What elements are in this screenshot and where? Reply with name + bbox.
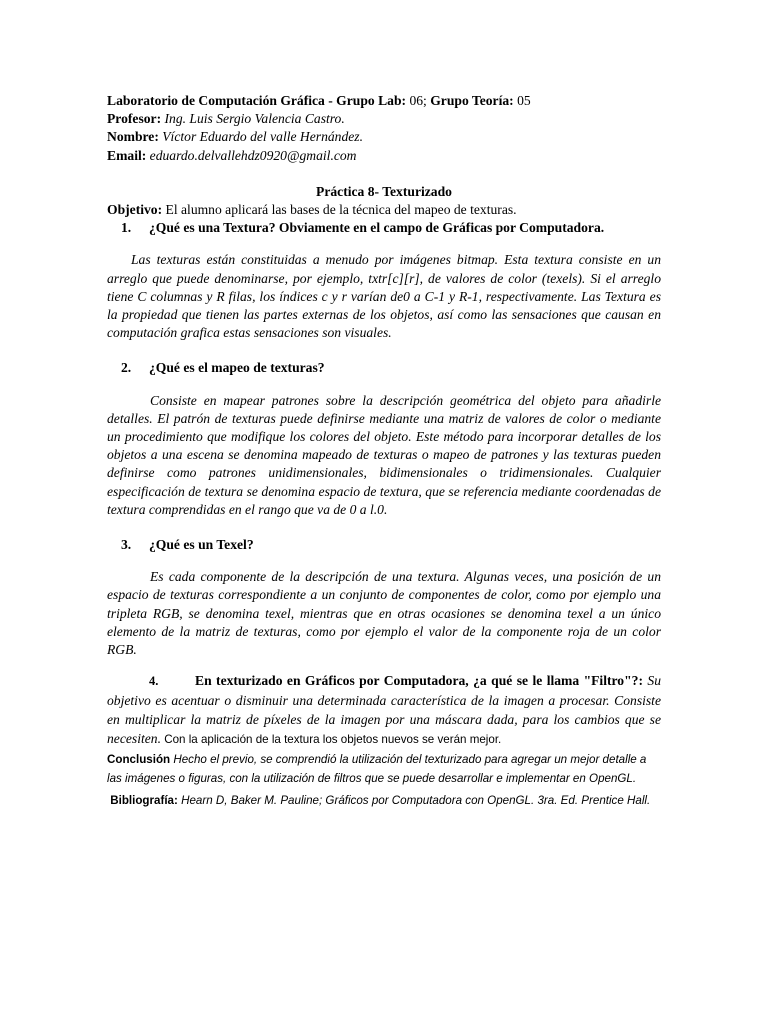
objective-label: Objetivo: [107,202,163,218]
question-2 [107,359,661,377]
header-name-line [107,128,661,146]
answer-3: Es cada componente de la descripción de una textura. Algunas veces, una posición de un espacio de texturas correspondiente a un conjunto de componentes de color, como por ejemplo una tripleta RGB, se denomina texel, mientras que en otras ocasiones se denomina texel a un único elemento de la matriz de texturas, como por ejemplo el valor de la componente roja de un color RGB. [107,569,661,658]
question-text: ¿Qué es un Texel? [149,537,254,553]
question-1 [107,219,661,237]
header-email-line [107,147,661,165]
lab-group-value: 06; [406,93,431,108]
question-text: ¿Qué es el mapeo de texturas? [149,360,325,376]
name-label: Nombre: [107,129,159,145]
question-number: 1. [121,220,132,236]
header-course-line [107,92,661,110]
email-value: eduardo.delvallehdz0920@gmail.com [146,147,357,163]
theory-group-label: Grupo Teoría: [430,93,514,108]
bibliography-label: Bibliografía: [110,793,178,807]
professor-value: Ing. Luis Sergio Valencia Castro. [161,111,345,127]
email-label: Email: [107,147,147,163]
conclusion [107,750,661,789]
course-label: Laboratorio de Computación Gráfica - Grupo Lab: [107,93,407,108]
name-value: Víctor Eduardo del valle Hernández. [158,129,363,145]
header-professor-line [107,110,661,128]
question-text: En texturizado en Gráficos por Computadora, ¿a qué se le llama "Filtro"?: [195,673,643,689]
conclusion-text: Hecho el previo, se comprendió la utilización del texturizado para agregar un mejor detalle a las imágenes o figuras, con la utilización de filtros que se puede desarrollar e implementar en OpenGL. [107,752,647,786]
bibliography [107,791,661,811]
question-number: 3. [121,537,132,553]
objective-line [107,201,661,219]
conclusion-label: Conclusión [107,752,171,766]
answer-1: Las texturas están constituidas a menudo por imágenes bitmap. Esta textura consiste en un arreglo que puede denominarse, por ejemplo, txtr[c][r], de valores de color (texels). Si el arreglo tiene C columnas y R filas, los índices c y r varían de0 a C-1 y R-1, respectivamente. Las Textura es la propiedad que tienen las partes externas de los objetos, así como las sensaciones que causan en computación grafica estas sensaciones son visuales. [107,252,661,341]
answer-4-extra: Con la aplicación de la textura los objetos nuevos se verán mejor. [160,733,502,747]
bibliography-text: Hearn D, Baker M. Pauline; Gráficos por Computadora con OpenGL. 3ra. Ed. Prentice Hall. [177,793,651,807]
question-number: 2. [121,360,132,376]
question-4 [107,671,661,750]
practice-title: Práctica 8- Texturizado [316,183,452,199]
theory-group-value: 05 [513,93,531,108]
professor-label: Profesor: [107,111,162,127]
document-page [107,92,661,810]
question-number: 4. [149,674,159,689]
question-3 [107,536,661,554]
answer-4: Su objetivo es acentuar o disminuir una determinada característica de la imagen a procesar. Consiste en multiplicar la matriz de píxeles de la imagen por una máscara dada, para los cambios que se necesiten. [107,673,661,747]
question-text: ¿Qué es una Textura? Obviamente en el campo de Gráficas por Computadora. [149,220,605,236]
objective-text: El alumno aplicará las bases de la técnica del mapeo de texturas. [162,202,517,218]
answer-2: Consiste en mapear patrones sobre la descripción geométrica del objeto para añadirle detalles. El patrón de texturas puede definirse mediante una matriz de valores de color o mediante un procedimiento que modifique los colores del objeto. Este método para incorporar detalles de los objetos a una escena se denomina mapeado de texturas o mapeo de patrones y las texturas pueden definirse como patrones unidimensionales, bidimensionales o tridimensionales. Cualquier especificación de textura se denomina espacio de textura, que se referencia mediante coordenadas de textura comprendidas en el rango que va de 0 a l.0. [107,392,661,517]
